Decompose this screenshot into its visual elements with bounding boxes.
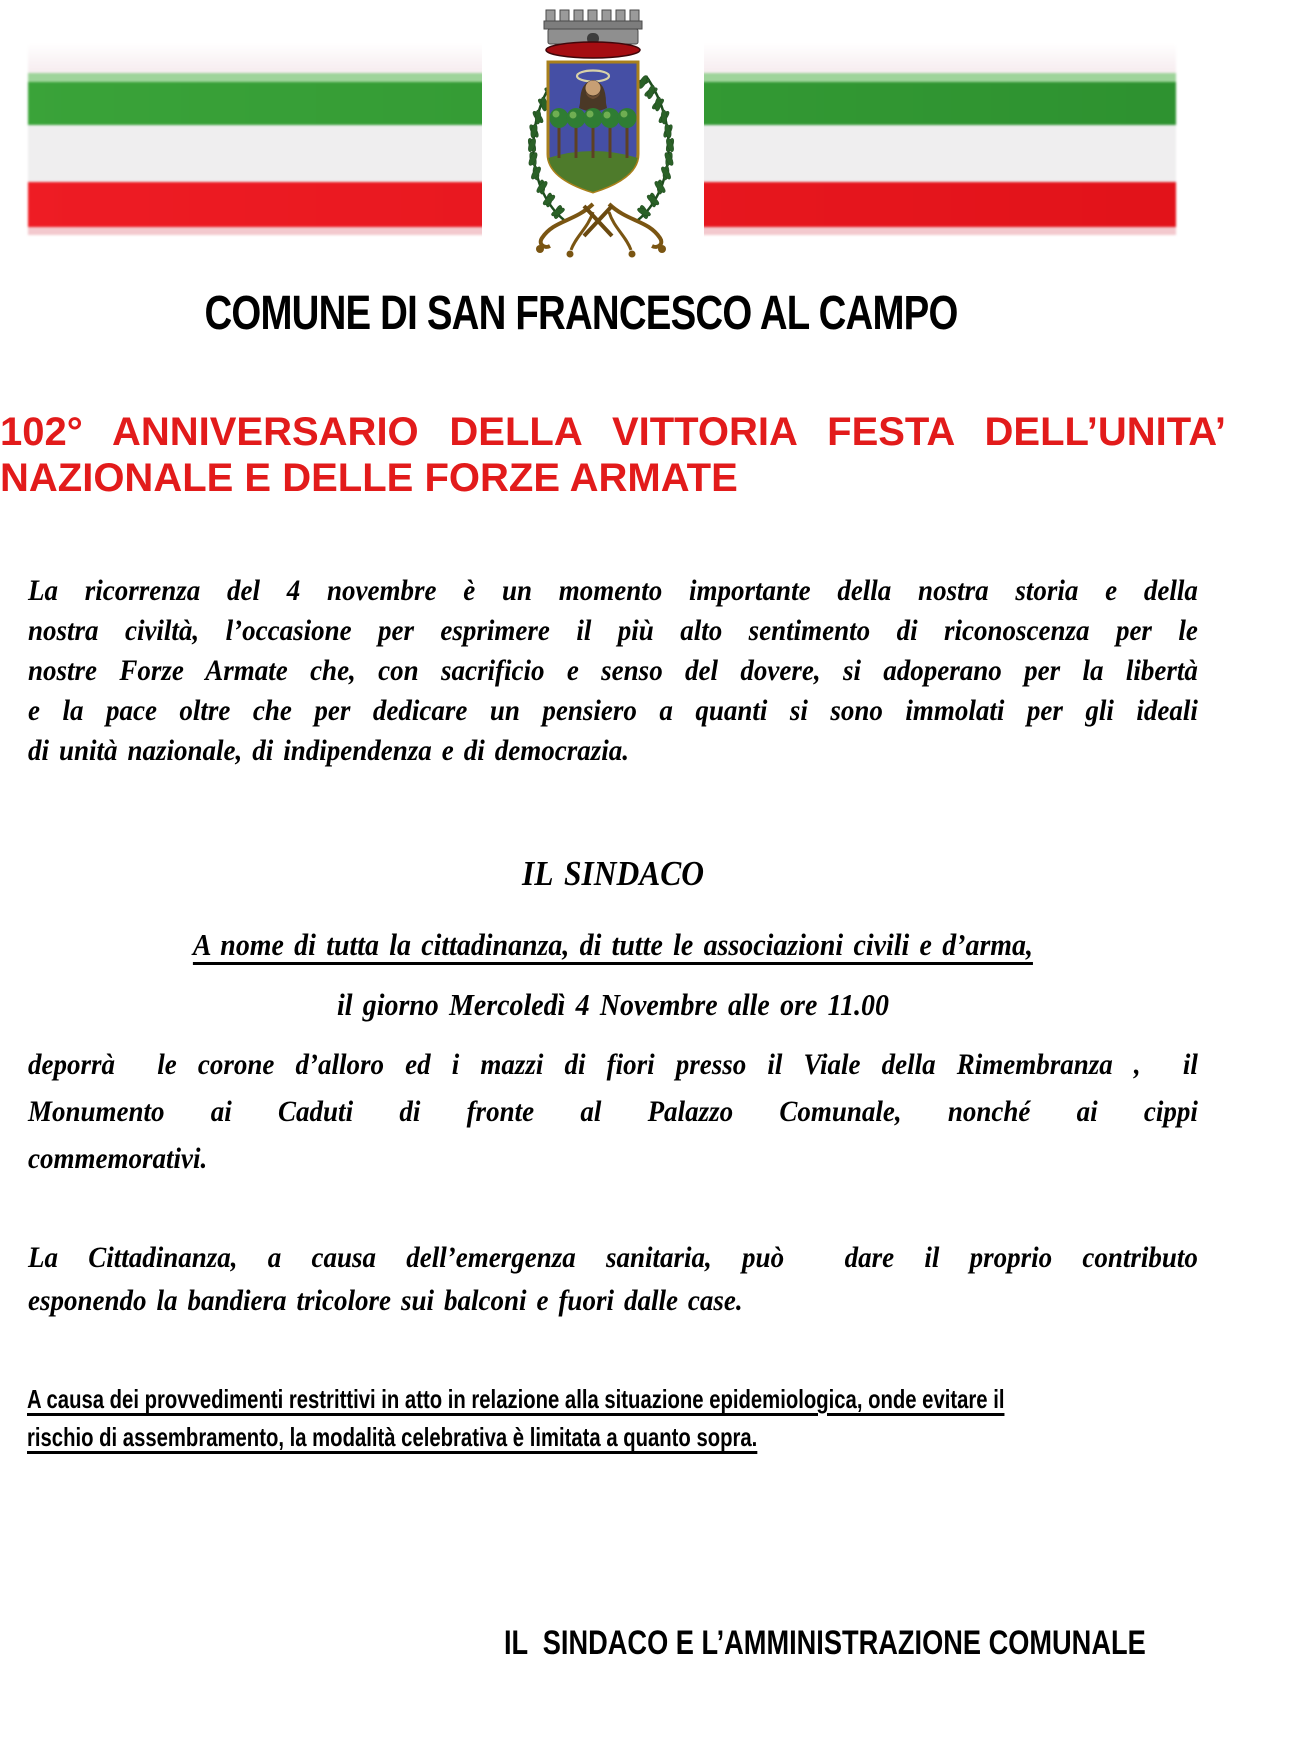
mural-crown [544,10,642,58]
mayor-heading: IL SINDACO [521,854,705,893]
intro-paragraph: La ricorrenza del 4 novembre è un momento importante della nostra storia e della nostra civiltà, l’occasione per esprimere il più alto sentimento di riconoscenza per le nostre Forze Armate che, con sacrificio e senso del dovere, si adoperano per la libertà e la pace oltre che per dedicare un pensiero a quanti si sono immolati per gli ideali di unità nazionale, di indipendenza e di democrazia. [28,574,1198,767]
municipality-title: COMUNE DI SAN FRANCESCO AL CAMPO [204,287,958,340]
dedication-line: A nome di tutta la cittadinanza, di tutte le associazioni civili e d’arma, [192,927,1034,962]
shield [548,62,638,192]
signature-line: IL SINDACO E L’AMMINISTRAZIONE COMUNALE [504,1624,1146,1662]
anniversary-heading: 102° ANNIVERSARIO DELLA VITTORIA FESTA DELL’UNITA’ NAZIONALE E DELLE FORZE ARMATE [0,410,1226,500]
restrictions-notice: A causa dei provvedimenti restrittivi in atto in relazione alla situazione epidemiologica, onde evitare il rischio di assembramento, la modalità celebrativa è limitata a quanto sopra. [27,1384,1005,1452]
citizens-paragraph: La Cittadinanza, a causa dell’emergenza sanitaria, può dare il proprio contributo esponendo la bandiera tricolore sui balconi e fuori dalle case. [28,1241,1198,1317]
ceremony-paragraph: deporrà le corone d’alloro ed i mazzi di fiori presso il Viale della Rimembranza , il Monumento ai Caduti di fronte al Palazzo Comunale, nonché ai cippi commemorativi. [28,1048,1198,1175]
ceremony-date-line: il giorno Mercoledì 4 Novembre alle ore 11.00 [337,987,889,1022]
municipal-coat-of-arms-icon [504,8,698,262]
